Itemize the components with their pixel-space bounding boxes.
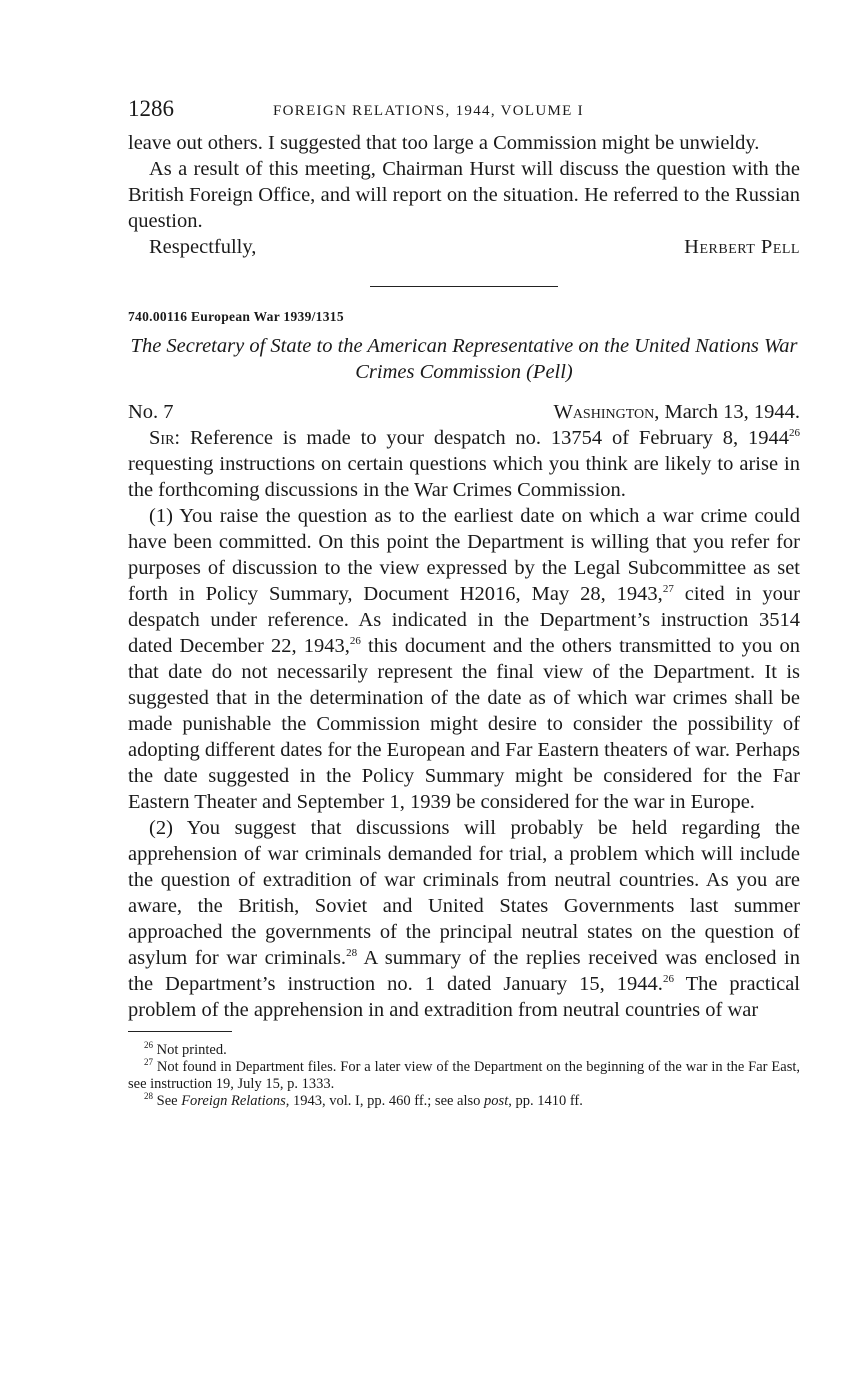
footnote-text: , pp. 1410 ff.	[508, 1093, 583, 1109]
paragraph-text: A summary of the replies received was enclosed in the Department’s instruction no. 1 dated January 15, 1944.	[128, 947, 800, 995]
document-title: The Secretary of State to the American Representative on the United Nations War Crimes Commission (Pell)	[130, 335, 798, 383]
footnote-number: 28	[144, 1091, 153, 1101]
footnote-text: Not found in Department files. For a later view of the Department on the beginning of the war in the Far East, see instruction 19, July 15, p. 1333.	[128, 1059, 800, 1092]
letter2-paragraph-1	[128, 425, 800, 503]
page-number: 1286	[128, 96, 174, 121]
footnotes	[128, 1042, 800, 1110]
footnote-27	[128, 1059, 800, 1093]
footnote-citation-title: Foreign Relations	[181, 1093, 286, 1109]
paragraph-text: cited in your despatch under reference. As indicated in the Department’s instruction 3514 dated December 22, 1943,	[128, 583, 800, 657]
paragraph-text: this document and the others transmitted to you on that date do not necessarily represent the final view of the Department. It is suggested that in the determination of the date as of which war crimes shall be made punishable the Commission might desire to consider the possibility of adopting different dates for the European and Far Eastern theaters of war. Perhaps the date suggested in the Policy Summary might be considered for the Far Eastern Theater and September 1, 1939 be considered for the war in Europe.	[128, 635, 800, 813]
footnote-26	[128, 1042, 800, 1059]
footnote-ref-27: 27	[662, 583, 674, 595]
signature: Herbert Pell	[684, 236, 800, 258]
letter1-paragraph-2: As a result of this meeting, Chairman Hurst will discuss the question with the British Foreign Office, and will report on the situation. He referred to the Russian question.	[128, 158, 800, 232]
footnote-ref-26: 26	[662, 973, 674, 985]
section-divider	[370, 286, 558, 287]
document-number: No. 7	[128, 401, 174, 423]
running-head	[128, 96, 800, 130]
place-date	[553, 399, 800, 425]
footnote-number: 27	[144, 1057, 153, 1067]
closing: Respectfully,	[149, 236, 257, 258]
document-page	[128, 96, 800, 1110]
footnote-ref-26: 26	[349, 635, 361, 647]
paragraph-text: : Reference is made to your despatch no. 13754 of February 8, 1944	[174, 427, 789, 449]
footnote-citation-term: post	[484, 1093, 509, 1109]
paragraph-text: requesting instructions on certain questions which you think are likely to arise in the forthcoming discussions in the War Crimes Commission.	[128, 453, 800, 501]
file-reference: 740.00116 European War 1939/1315	[128, 309, 344, 324]
letter2-paragraph-2	[128, 503, 800, 815]
footnote-number: 26	[144, 1040, 153, 1050]
letter1-paragraph-1: leave out others. I suggested that too large a Commission might be unwieldy.	[128, 132, 760, 154]
footnote-text: Not printed.	[153, 1042, 227, 1058]
salutation: Sir	[149, 427, 175, 449]
footnote-text: See	[153, 1093, 182, 1109]
paragraph-text: (1) You raise the question as to the earliest date on which a war crime could have been committed. On this point the Department is willing that you refer for purposes of discussion to the view expressed by the Legal Subcommittee as set forth in Policy Summary, Document H2016, May 28, 1943,	[128, 505, 800, 605]
paragraph-text: (2) You suggest that discussions will probably be held regarding the apprehension of war criminals demanded for trial, a problem which will include the question of extradition of war criminals from neutral countries. As you are aware, the British, Soviet and United States Governments last summer approached the governments of the principal neutral states on the question of asylum for war criminals.	[128, 817, 800, 969]
footnote-ref-28: 28	[346, 947, 358, 959]
dateline	[128, 399, 800, 425]
running-title: FOREIGN RELATIONS, 1944, VOLUME I	[273, 103, 584, 119]
date: , March 13, 1944.	[654, 401, 800, 423]
place: Washington	[553, 401, 655, 423]
footnote-divider	[128, 1031, 232, 1032]
letter2-paragraph-3	[128, 815, 800, 1023]
footnote-28	[128, 1093, 800, 1110]
paragraph-text: The practical problem of the apprehension in and extradition from neutral countries of war	[128, 973, 800, 1021]
letter1-signature-block	[128, 234, 800, 260]
footnote-text: , 1943, vol. I, pp. 460 ff.; see also	[285, 1093, 485, 1109]
footnote-ref-26: 26	[789, 427, 800, 439]
